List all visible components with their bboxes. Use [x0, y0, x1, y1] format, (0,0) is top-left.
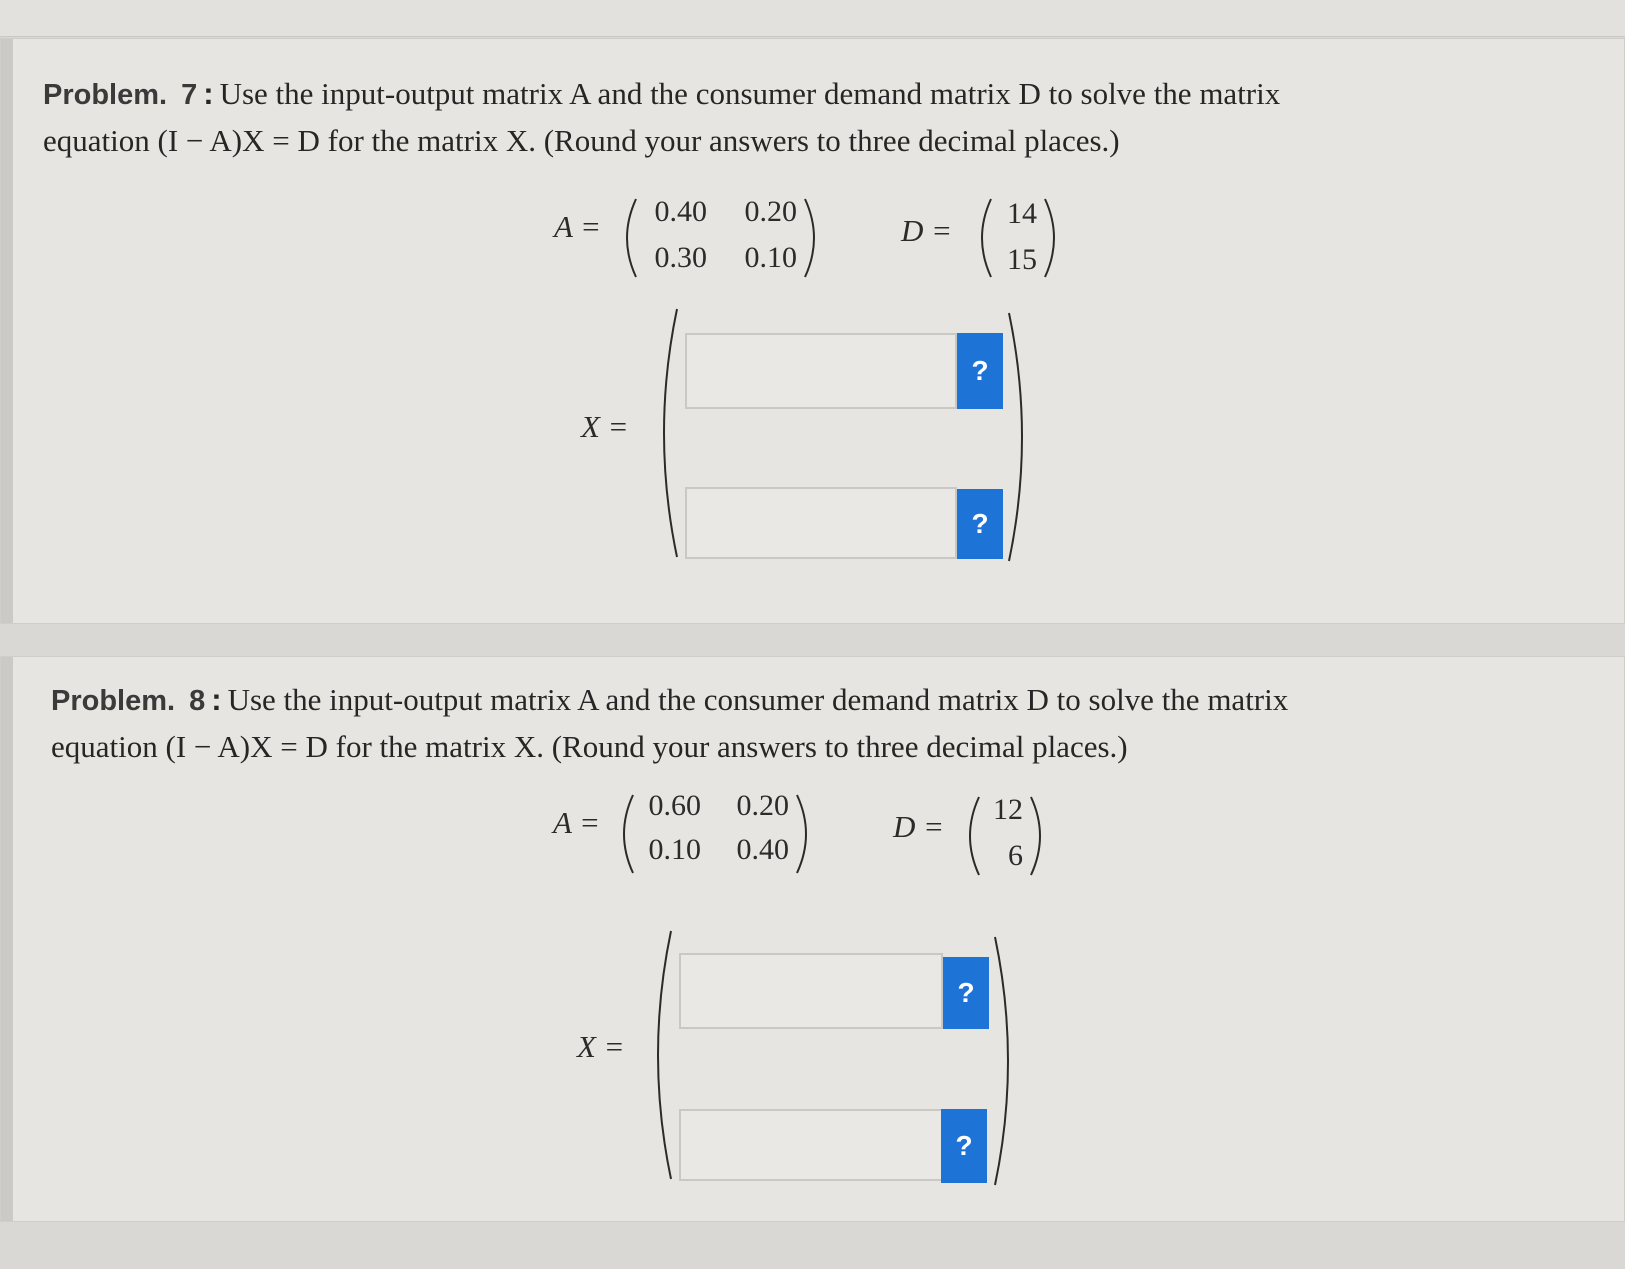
matrix-a-label: A = [554, 209, 602, 244]
matrix-a-cell: 0.20 [736, 789, 789, 822]
matrix-d-cell: 14 [1007, 197, 1037, 230]
problem-label: Problem. [43, 79, 168, 111]
problem-colon: : [203, 76, 214, 111]
answer-left-paren [651, 307, 681, 559]
matrix-a-cell: 0.30 [654, 241, 707, 274]
answer-x2-input[interactable] [679, 1109, 943, 1181]
problem-8-line-1 [51, 677, 1611, 724]
answer-x1-input[interactable] [685, 333, 957, 409]
problem-7-line-2: equation (I − A)X = D for the matrix X. (Round your answers to three decimal places.) [43, 123, 1120, 158]
answer-x-label: X = [577, 1029, 625, 1064]
matrix-d-cell: 15 [1007, 243, 1037, 276]
answer-x1-input[interactable] [679, 953, 943, 1029]
matrix-d-cell: 6 [1008, 839, 1023, 872]
matrix-d-cell: 12 [993, 793, 1023, 826]
problem-7-text-line-1: Use the input-output matrix A and the consumer demand matrix D to solve the matrix [219, 76, 1281, 111]
problem-8-text-line-1: Use the input-output matrix A and the consumer demand matrix D to solve the matrix [227, 682, 1289, 717]
matrix-d-label: D = [901, 213, 953, 248]
matrix-d-right-paren [1041, 197, 1065, 279]
matrix-d-right-paren [1027, 795, 1051, 877]
problem-colon: : [211, 682, 222, 717]
matrix-a-cell: 0.60 [648, 789, 701, 822]
problem-number: 8 [189, 685, 206, 717]
page-top-strip [0, 0, 1625, 37]
matrix-a-cell: 0.10 [744, 241, 797, 274]
matrix-a-cell: 0.40 [736, 833, 789, 866]
help-button[interactable]: ? [941, 1109, 987, 1183]
answer-left-paren [645, 929, 675, 1181]
answer-right-paren [1005, 311, 1035, 563]
problem-7-line-1 [43, 71, 1603, 118]
problem-7-card [0, 38, 1625, 624]
matrix-a-left-paren [613, 793, 637, 875]
answer-right-paren [991, 935, 1021, 1187]
answer-x-label: X = [581, 409, 629, 444]
help-button[interactable]: ? [957, 489, 1003, 559]
matrix-a-right-paren [793, 793, 817, 875]
matrix-a-cell: 0.20 [744, 195, 797, 228]
help-button[interactable]: ? [943, 957, 989, 1029]
matrix-d-label: D = [893, 809, 945, 844]
help-button[interactable]: ? [957, 333, 1003, 409]
answer-x2-input[interactable] [685, 487, 957, 559]
problem-number: 7 [181, 79, 198, 111]
problem-label: Problem. [51, 685, 176, 717]
matrix-a-label: A = [553, 805, 601, 840]
problem-8-line-2: equation (I − A)X = D for the matrix X. (Round your answers to three decimal places.) [51, 729, 1128, 764]
problem-8-card [0, 656, 1625, 1222]
problem-7-statement [43, 71, 1603, 164]
matrix-a-left-paren [616, 197, 640, 279]
matrix-a-cell: 0.40 [654, 195, 707, 228]
problem-8-statement [51, 677, 1611, 770]
matrix-a-right-paren [801, 197, 825, 279]
matrix-d-left-paren [971, 197, 995, 279]
matrix-a-cell: 0.10 [648, 833, 701, 866]
